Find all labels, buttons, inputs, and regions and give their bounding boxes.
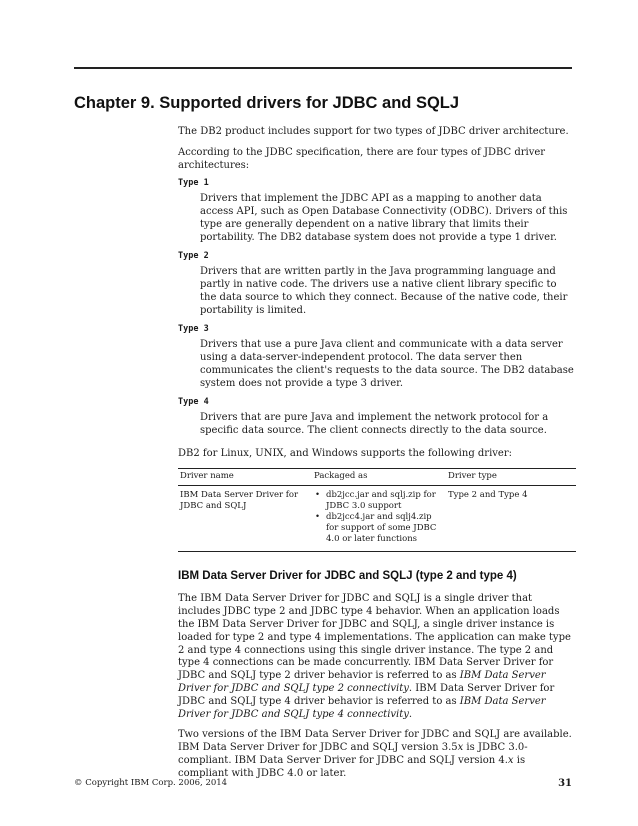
type-term: Type 3 [178,324,209,335]
section-paragraph-2 [178,729,576,780]
text-run: . IBM Data Server Driver for JDBC and SQLJ type 4 driver behavior is referred to as [178,682,555,707]
section-paragraph-1 [178,593,576,721]
driver-type-list [178,177,576,437]
supports-paragraph: DB2 for Linux, UNIX, and Windows supports the following driver: [178,447,512,459]
type-term: Type 2 [178,251,209,262]
type-term: Type 1 [178,178,209,189]
column-header: Driver type [446,468,576,485]
text-run: Two versions of the IBM Data Server Driver for JDBC and SQLJ are available. IBM Data Server Driver for JDBC and SQLJ version 3.5 [178,729,572,754]
page-number: 31 [558,778,572,789]
table-header-row [178,468,576,485]
emphasis-term: x [507,754,514,766]
packaged-as-cell [312,485,446,551]
type-description: Drivers that implement the JDBC API as a mapping to another data access API, such as Open Database Connectivity (ODBC). Drivers of this type are generally dependent on a native library that limits their portability. The DB2 database system does not provide a type 1 driver. [200,193,568,243]
list-item: • db2jcc.jar and sqlj.zip for JDBC 3.0 support [326,490,444,512]
text-run: is compliant with JDBC 4.0 or later. [178,754,526,779]
page-body [178,126,576,788]
packaged-list [314,490,444,545]
spec-intro-paragraph: According to the JDBC specification, there are four types of JDBC driver architectures: [178,146,546,171]
section-title: IBM Data Server Driver for JDBC and SQLJ (type 2 and type 4) [178,569,517,582]
emphasis-term: IBM Data Server Driver for JDBC and SQLJ type 4 connectivity [178,695,546,720]
page-footer [74,778,572,789]
driver-table [178,468,576,552]
text-run: . [408,708,413,720]
driver-type-cell: Type 2 and Type 4 [446,485,576,551]
table-row [178,485,576,551]
header-rule [74,67,572,69]
list-item: • db2jcc4.jar and sqlj4.zip for support of some JDBC 4.0 or later functions [326,512,444,545]
copyright-notice: © Copyright IBM Corp. 2006, 2014 [74,778,228,788]
intro-paragraph: The DB2 product includes support for two types of JDBC driver architecture. [178,126,569,137]
type-description: Drivers that are written partly in the Java programming language and partly in native code. The drivers use a native client library specific to the data source to which they connect. Because of the native code, their portability is limited. [200,266,568,316]
emphasis-term: IBM Data Server Driver for JDBC and SQLJ type 2 connectivity [178,670,546,694]
column-header: Packaged as [312,468,446,485]
type-description: Drivers that use a pure Java client and communicate with a data server using a data-server-independent protocol. The data server then communicates the client's requests to the data source. The DB2 database system does not provide a type 3 driver. [200,339,574,389]
type-term: Type 4 [178,397,209,408]
text-run: The IBM Data Server Driver for JDBC and SQLJ is a single driver that includes JDBC type 2 and JDBC type 4 behavior. When an application loads the IBM Data Server Driver for JDBC and SQLJ, a single driver instance is loaded for type 2 and type 4 implementations. The application can make type 2 and type 4 connections using this single driver instance. The type 2 and type 4 connections can be made concurrently. IBM Data Server Driver for JDBC and SQLJ type 2 driver behavior is referred to as [178,593,571,682]
column-header: Driver name [178,468,312,485]
driver-name-cell: IBM Data Server Driver for JDBC and SQLJ [178,485,312,551]
text-run: is JDBC 3.0-compliant. IBM Data Server Driver for JDBC and SQLJ version 4. [178,742,528,766]
chapter-title: Chapter 9. Supported drivers for JDBC and SQLJ [74,94,460,112]
emphasis-term: x [457,742,464,754]
type-description: Drivers that are pure Java and implement the network protocol for a specific data source. The client connects directly to the data source. [200,412,549,436]
